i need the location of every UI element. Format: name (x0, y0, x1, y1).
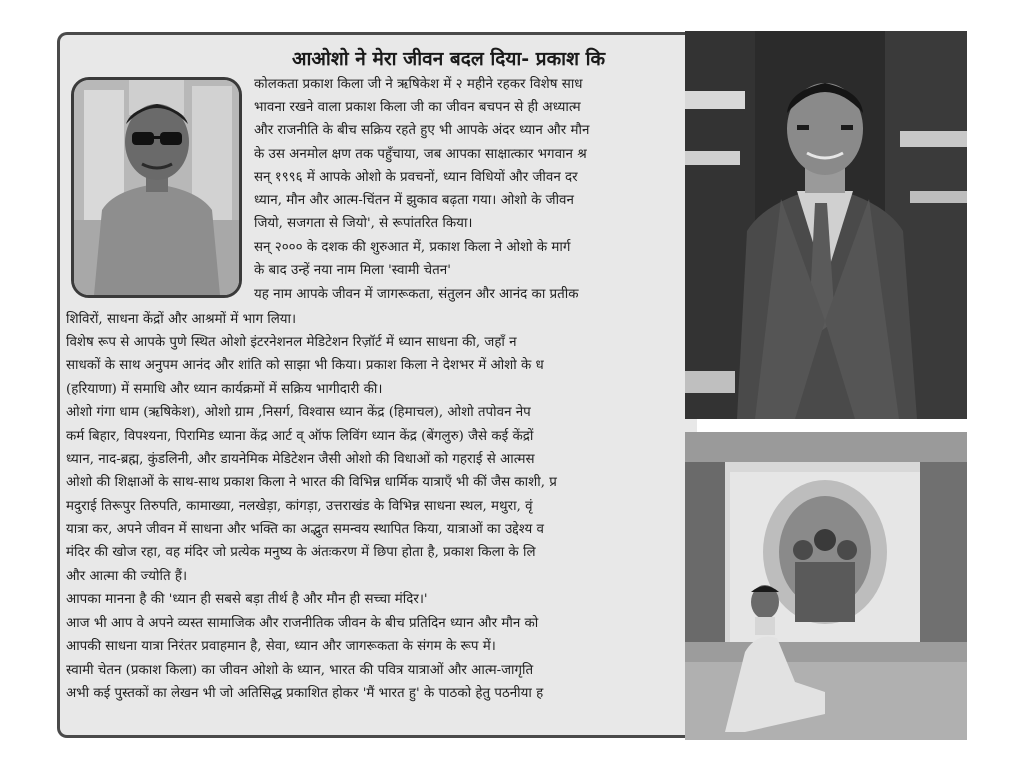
article-line: ओशो गंगा धाम (ऋषिकेश), ओशो ग्राम ,निसर्ग, विश्वास ध्यान केंद्र (हिमाचल), ओशो तपोवन नेप (66, 405, 531, 420)
suit-portrait-image (685, 31, 967, 419)
article-line: भावना रखने वाला प्रकाश किला जी का जीवन बचपन से ही अध्यात्म (254, 100, 581, 115)
article-line: कर्म बिहार, विपश्यना, पिरामिड ध्याना केंद्र आर्ट व् ऑफ लिविंग ध्यान केंद्र (बेंगलुरु) जैसे कई केंद्रों (66, 429, 534, 444)
temple-seated-photo (685, 432, 967, 740)
portrait-photo (71, 77, 242, 298)
temple-seated-image (685, 432, 967, 740)
article-line: मंदिर की खोज रहा, वह मंदिर जो प्रत्येक मनुष्य के अंतःकरण में छिपा होता है, प्रकाश किला के लि (66, 545, 536, 560)
article-line: ध्यान, मौन और आत्म-चिंतन में झुकाव बढ़ता गया। ओशो के जीवन (254, 193, 574, 208)
article-line: आपका मानना है की 'ध्यान ही सबसे बड़ा तीर्थ है और मौन ही सच्चा मंदिर।' (66, 592, 428, 607)
newspaper-article (57, 32, 697, 738)
suit-portrait-photo (685, 31, 967, 419)
article-line: ध्यान, नाद-ब्रह्म, कुंडलिनी, और डायनेमिक मेडिटेशन जैसी ओशो की विधाओं को गहराई से आत्मस (66, 452, 535, 467)
article-line: और राजनीति के बीच सक्रिय रहते हुए भी आपके अंदर ध्यान और मौन (254, 123, 590, 138)
article-headline: आओशो ने मेरा जीवन बदल दिया- प्रकाश कि (292, 48, 606, 70)
article-line: जियो, सजगता से जियो', से रूपांतरित किया। (254, 216, 473, 231)
article-line: अभी कई पुस्तकों का लेखन भी जो अतिसिद्ध प्रकाशित होकर 'मैं भारत हु' के पाठको हेतु पठनीया ह (66, 686, 544, 701)
article-line: आज भी आप वे अपने व्यस्त सामाजिक और राजनीतिक जीवन के बीच प्रतिदिन ध्यान और मौन को (66, 616, 539, 631)
article-line: यह नाम आपके जीवन में जागरूकता, संतुलन और आनंद का प्रतीक (254, 287, 579, 302)
article-line: कोलकता प्रकाश किला जी ने ऋषिकेश में २ महीने रहकर विशेष साध (254, 77, 583, 92)
article-line: मदुराई तिरूपुर तिरुपति, कामाख्या, नलखेड़ा, कांगड़ा, उत्तराखंड के विभिन्न साधना स्थल, मथुरा, वृं (66, 499, 533, 514)
article-line: सन् १९९६ में आपके ओशो के प्रवचनों, ध्यान विधियों और जीवन दर (254, 170, 578, 185)
article-line: विशेष रूप से आपके पुणे स्थित ओशो इंटरनेशनल मेडिटेशन रिज़ॉर्ट में ध्यान साधना की, जहाँ न (66, 335, 517, 350)
article-line: के उस अनमोल क्षण तक पहुँचाया, जब आपका साक्षात्कार भगवान श्र (254, 147, 587, 162)
article-line: और आत्मा की ज्योति हैं। (66, 569, 188, 584)
article-line: ओशो की शिक्षाओं के साथ-साथ प्रकाश किला ने भारत की विभिन्न धार्मिक यात्राएँ भी कीं जैस काशी, प्र (66, 475, 557, 490)
article-line: के बाद उन्हें नया नाम मिला 'स्वामी चेतन' (254, 263, 451, 278)
article-line: शिविरों, साधना केंद्रों और आश्रमों में भाग लिया। (66, 312, 297, 327)
article-line: यात्रा कर, अपने जीवन में साधना और भक्ति का अद्भुत समन्वय स्थापित किया, यात्राओं का उद्देश्य व (66, 522, 544, 537)
portrait-image (74, 80, 239, 295)
article-line: (हरियाणा) में समाधि और ध्यान कार्यक्रमों में सक्रिय भागीदारी की। (66, 382, 383, 397)
article-line: साधकों के साथ अनुपम आनंद और शांति को साझा भी किया। प्रकाश किला ने देशभर में ओशो के ध (66, 358, 544, 373)
article-line: स्वामी चेतन (प्रकाश किला) का जीवन ओशो के ध्यान, भारत की पवित्र यात्राओं और आत्म-जागृति (66, 663, 534, 678)
article-line: सन् २००० के दशक की शुरुआत में, प्रकाश किला ने ओशो के मार्ग (254, 240, 571, 255)
article-line: आपकी साधना यात्रा निरंतर प्रवाहमान है, सेवा, ध्यान और जागरूकता के संगम के रूप में। (66, 639, 496, 654)
